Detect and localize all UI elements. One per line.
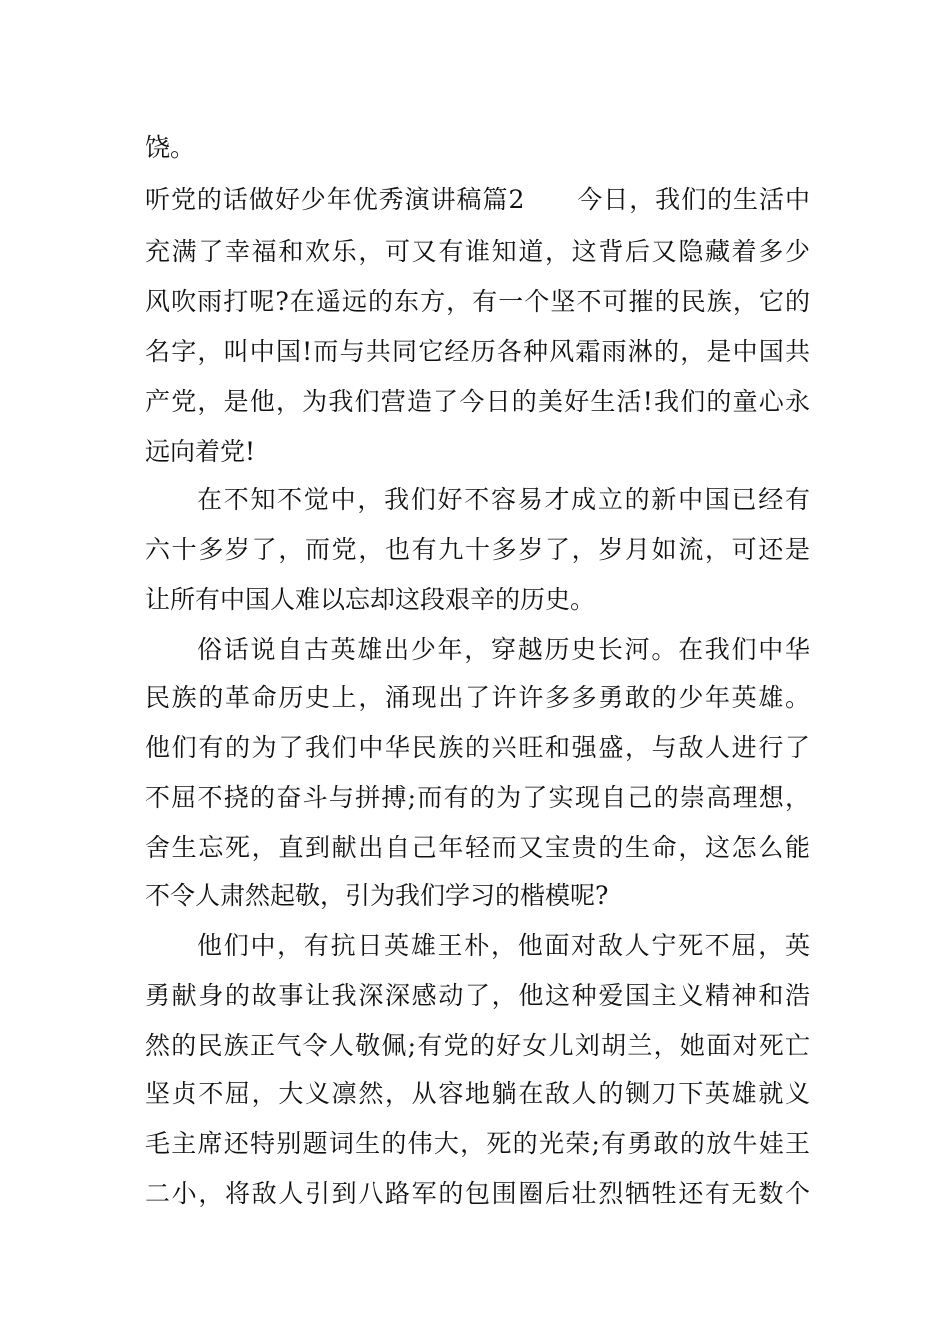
paragraph-first-line: 在不知不觉中，我们好不容易才成立的新中国已经有 [197, 485, 810, 514]
text-line: 然的民族正气令人敬佩;有党的好女儿刘胡兰，她面对死亡 [145, 1031, 810, 1060]
text-line: 产党，是他，为我们营造了今日的美好生活!我们的童心永 [145, 387, 810, 416]
text-line: 远向着党! [145, 437, 256, 466]
text-line: 民族的革命历史上，涌现出了许许多多勇敢的少年英雄。 [145, 683, 810, 712]
text-line: 充满了幸福和欢乐，可又有谁知道，这背后又隐藏着多少 [145, 237, 810, 266]
text-line: 舍生忘死，直到献出自己年轻而又宝贵的生命，这怎么能 [145, 833, 810, 862]
text-line: 让所有中国人难以忘却这段艰辛的历史。 [145, 585, 596, 614]
text-line: 饶。 [145, 133, 196, 162]
paragraph-first-line: 他们中，有抗日英雄王朴，他面对敌人宁死不屈，英 [197, 931, 810, 960]
text-line: 不屈不挠的奋斗与拼搏;而有的为了实现自己的崇高理想， [145, 783, 810, 812]
text-line: 不令人肃然起敬，引为我们学习的楷模呢? [145, 881, 609, 910]
text-line: 六十多岁了，而党，也有九十多岁了，岁月如流，可还是 [145, 535, 810, 564]
text-line: 坚贞不屈，大义凛然，从容地躺在敌人的铡刀下英雄就义 [145, 1079, 810, 1108]
text-line: 他们有的为了我们中华民族的兴旺和强盛，与敌人进行了 [145, 733, 810, 762]
text-line: 勇献身的故事让我深深感动了，他这种爱国主义精神和浩 [145, 981, 810, 1010]
text-line: 毛主席还特别题词生的伟大，死的光荣;有勇敢的放牛娃王 [145, 1129, 810, 1158]
text-line: 风吹雨打呢?在遥远的东方，有一个坚不可摧的民族，它的 [145, 287, 810, 316]
text-line: 二小，将敌人引到八路军的包围圈后壮烈牺牲还有无数个 [145, 1179, 810, 1208]
text-line: 名字，叫中国!而与共同它经历各种风霜雨淋的，是中国共 [145, 337, 810, 366]
paragraph-first-line: 俗话说自古英雄出少年，穿越历史长河。在我们中华 [197, 635, 810, 664]
section-heading-line: 听党的话做好少年优秀演讲稿篇2 今日，我们的生活中 [145, 185, 810, 214]
